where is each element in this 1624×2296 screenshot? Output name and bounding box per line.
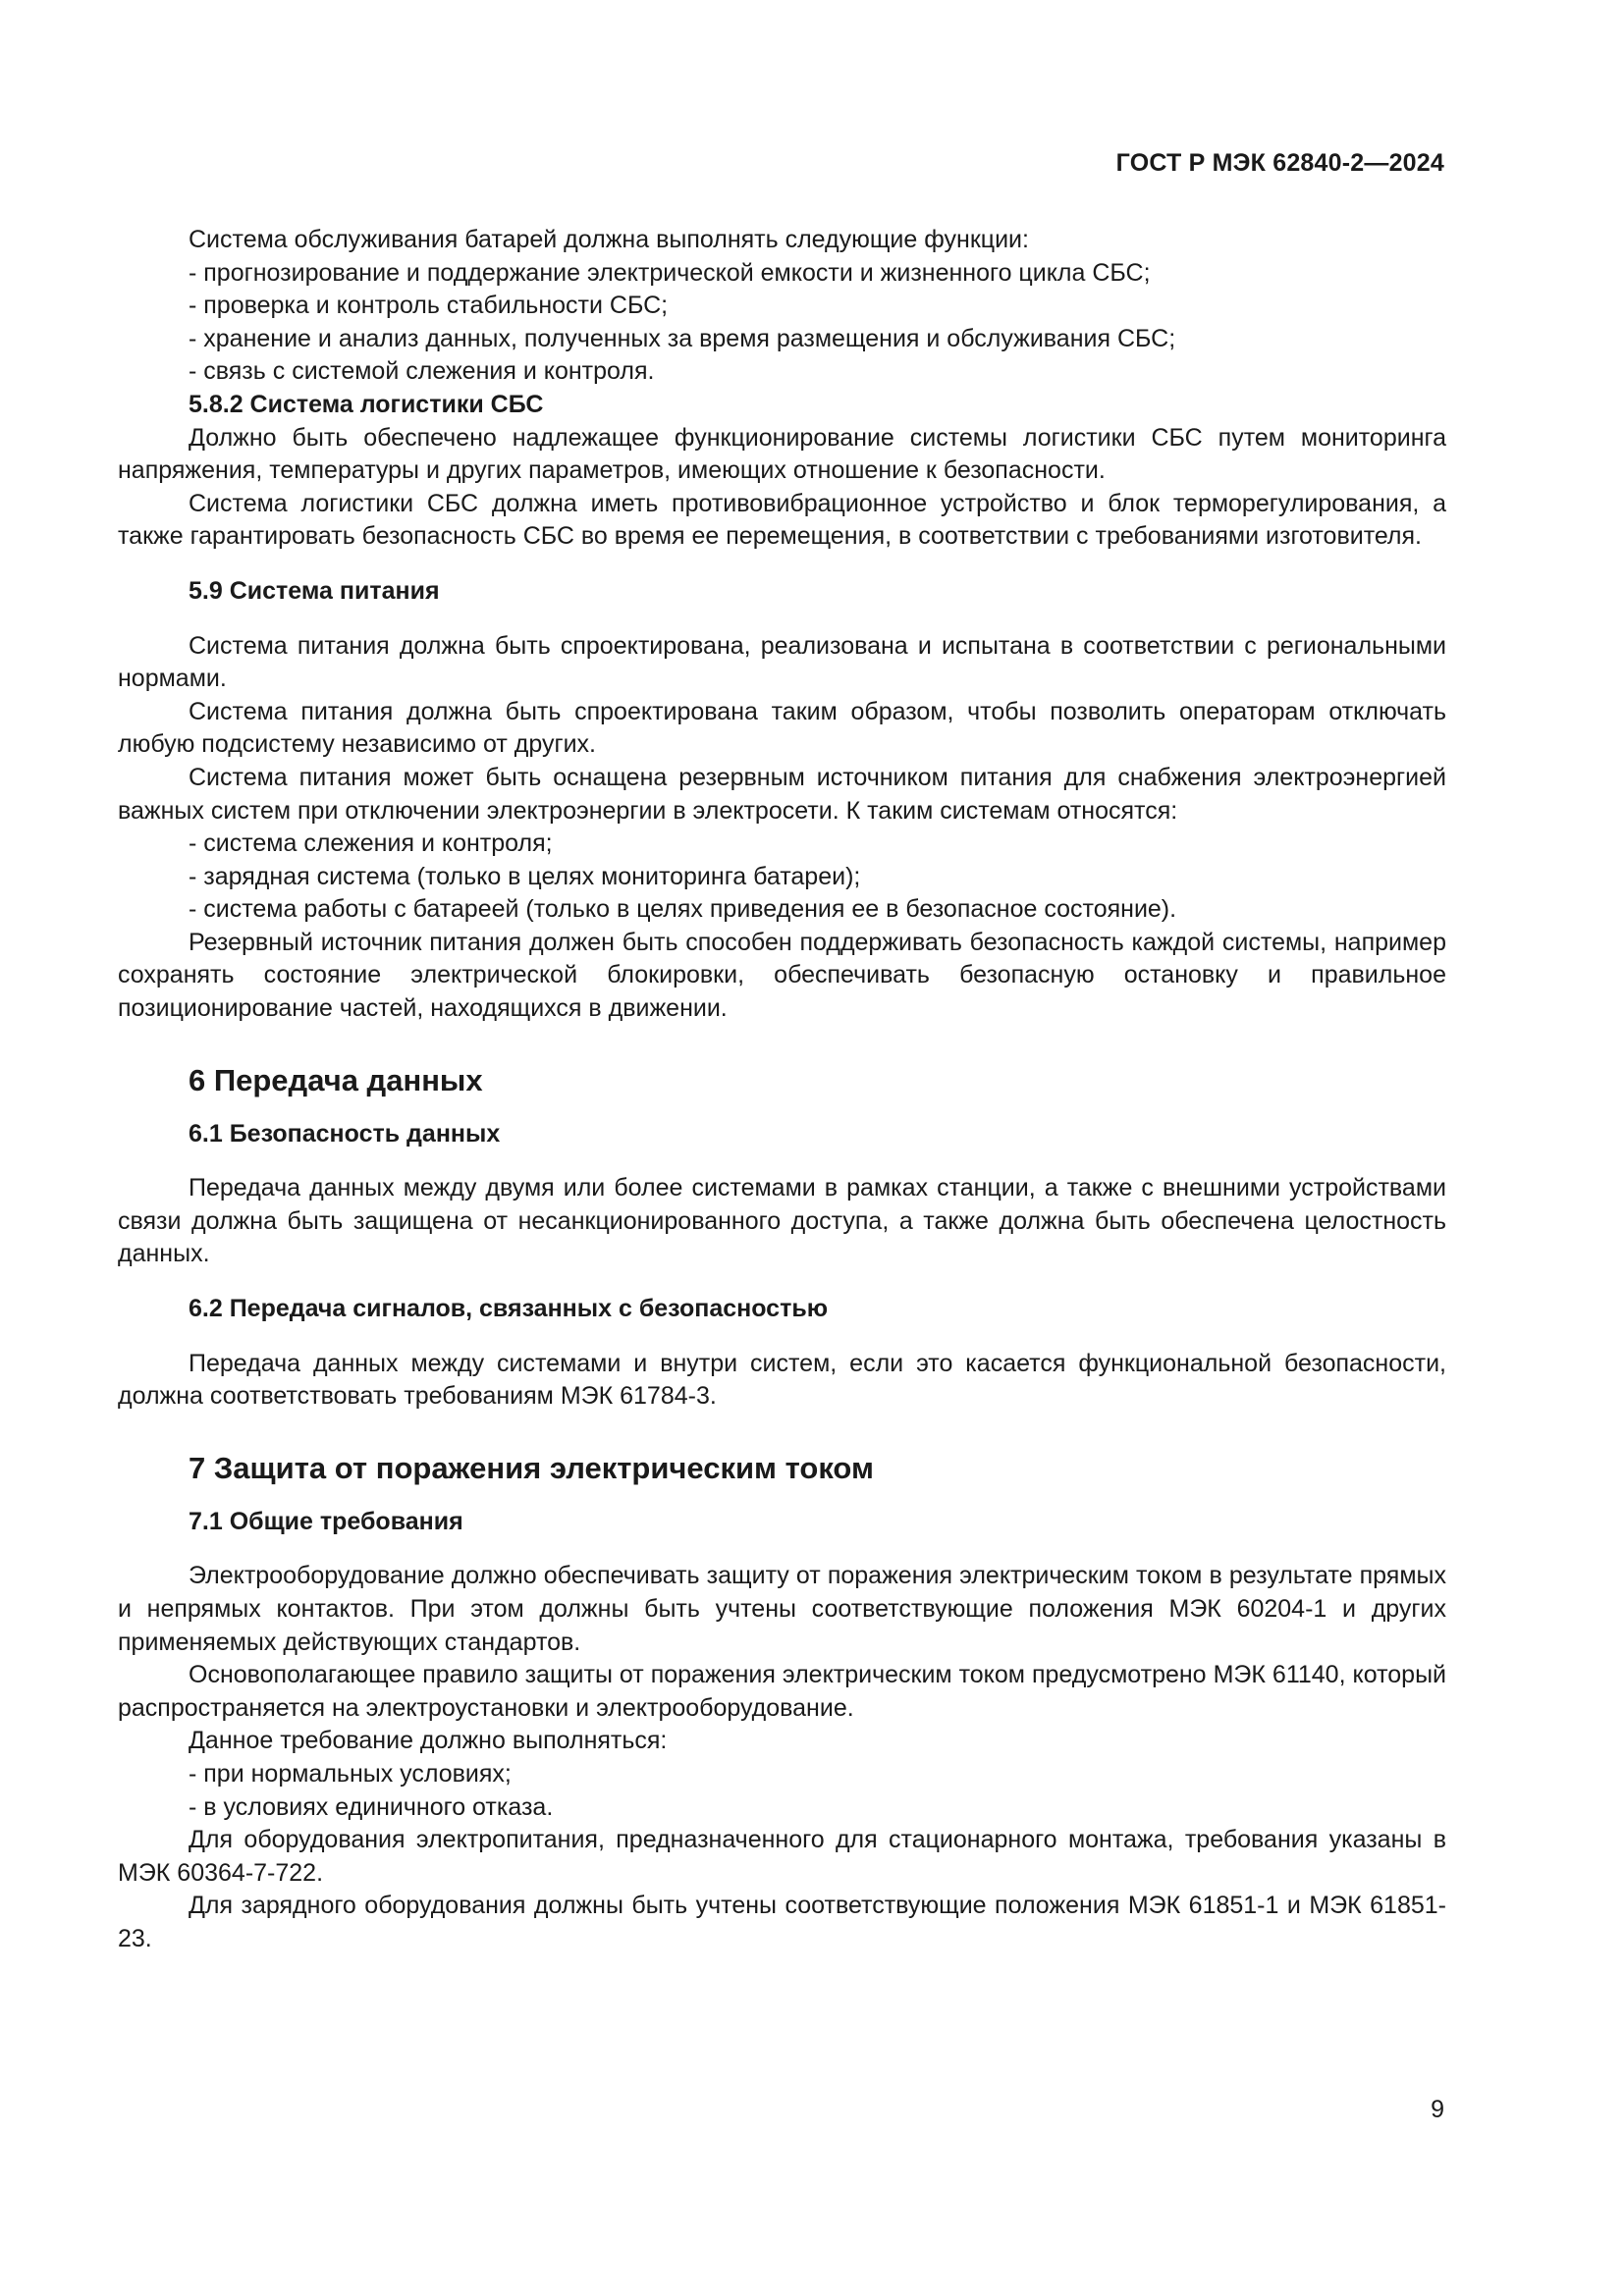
section-heading-6: 6 Передача данных <box>189 1062 483 1097</box>
section-heading-5-8-2: 5.8.2 Система логистики СБС <box>189 390 544 418</box>
paragraph: Для зарядного оборудования должны быть учтены соответствующие положения МЭК 61851-1 и МЭК 61851-23. <box>118 1892 1446 1952</box>
list-item: - при нормальных условиях; <box>189 1759 512 1788</box>
list-item: - система работы с батареей (только в целях приведения ее в безопасное состояние). <box>189 895 1177 924</box>
list-item: - система слежения и контроля; <box>189 829 553 858</box>
list-item: - зарядная система (только в целях мониторинга батареи); <box>189 862 861 890</box>
page-number: 9 <box>1431 2096 1444 2123</box>
paragraph: Для оборудования электропитания, предназначенного для стационарного монтажа, требования указаны в МЭК 60364-7-722. <box>118 1826 1446 1887</box>
list-item: - хранение и анализ данных, полученных за время размещения и обслуживания СБС; <box>189 324 1176 352</box>
section-heading-6-1: 6.1 Безопасность данных <box>189 1119 501 1148</box>
list-item: - прогнозирование и поддержание электрической емкости и жизненного цикла СБС; <box>189 258 1151 287</box>
paragraph: Система питания должна быть спроектирована, реализована и испытана в соответствии с региональными нормами. <box>118 631 1446 693</box>
paragraph: Система питания может быть оснащена резервным источником питания для снабжения электроэнергией важных систем при отключении электроэнергии в электросети. К таким системам относятся: <box>118 763 1446 825</box>
page-content <box>118 224 1446 1956</box>
list-item: - в условиях единичного отказа. <box>189 1792 554 1821</box>
document-code: ГОСТ Р МЭК 62840-2—2024 <box>1115 149 1444 177</box>
paragraph: Передача данных между двумя или более системами в рамках станции, а также с внешними устройствами связи должна быть защищена от несанкционированного доступа, а также должна быть обеспечена целостность данных. <box>118 1174 1446 1268</box>
section-heading-5-9: 5.9 Система питания <box>189 576 440 605</box>
section-heading-6-2: 6.2 Передача сигналов, связанных с безопасностью <box>189 1295 829 1323</box>
paragraph: Должно быть обеспечено надлежащее функционирование системы логистики СБС путем мониторинга напряжения, температуры и других параметров, имеющих отношение к безопасности. <box>118 423 1446 485</box>
paragraph: Данное требование должно выполняться: <box>189 1727 668 1755</box>
paragraph: Передача данных между системами и внутри систем, если это касается функциональной безопасности, должна соответствовать требованиям МЭК 61784-3. <box>118 1349 1446 1411</box>
paragraph: Система питания должна быть спроектирована таким образом, чтобы позволить операторам отключать любую подсистему независимо от других. <box>118 697 1446 759</box>
paragraph: Система обслуживания батарей должна выполнять следующие функции: <box>189 226 1029 253</box>
list-item: - проверка и контроль стабильности СБС; <box>189 292 669 320</box>
section-heading-7: 7 Защита от поражения электрическим током <box>189 1450 874 1485</box>
paragraph: Система логистики СБС должна иметь противовибрационное устройство и блок терморегулирования, а также гарантировать безопасность СБС во время ее перемещения, в соответствии с требованиями изготовителя. <box>118 489 1446 551</box>
paragraph: Резервный источник питания должен быть способен поддерживать безопасность каждой системы, например сохранять состояние электрической блокировки, обеспечивать безопасную остановку и правильное позиционирование частей, находящихся в движении. <box>118 928 1446 1023</box>
paragraph: Основополагающее правило защиты от поражения электрическим током предусмотрено МЭК 61140, который распространяется на электроустановки и электрооборудование. <box>118 1661 1446 1722</box>
list-item: - связь с системой слежения и контроля. <box>189 357 655 386</box>
section-heading-7-1: 7.1 Общие требования <box>189 1507 463 1535</box>
paragraph: Электрооборудование должно обеспечивать защиту от поражения электрическим током в результате прямых и непрямых контактов. При этом должны быть учтены соответствующие положения МЭК 60204-1 и других применяемых действующих стандартов. <box>118 1562 1446 1656</box>
